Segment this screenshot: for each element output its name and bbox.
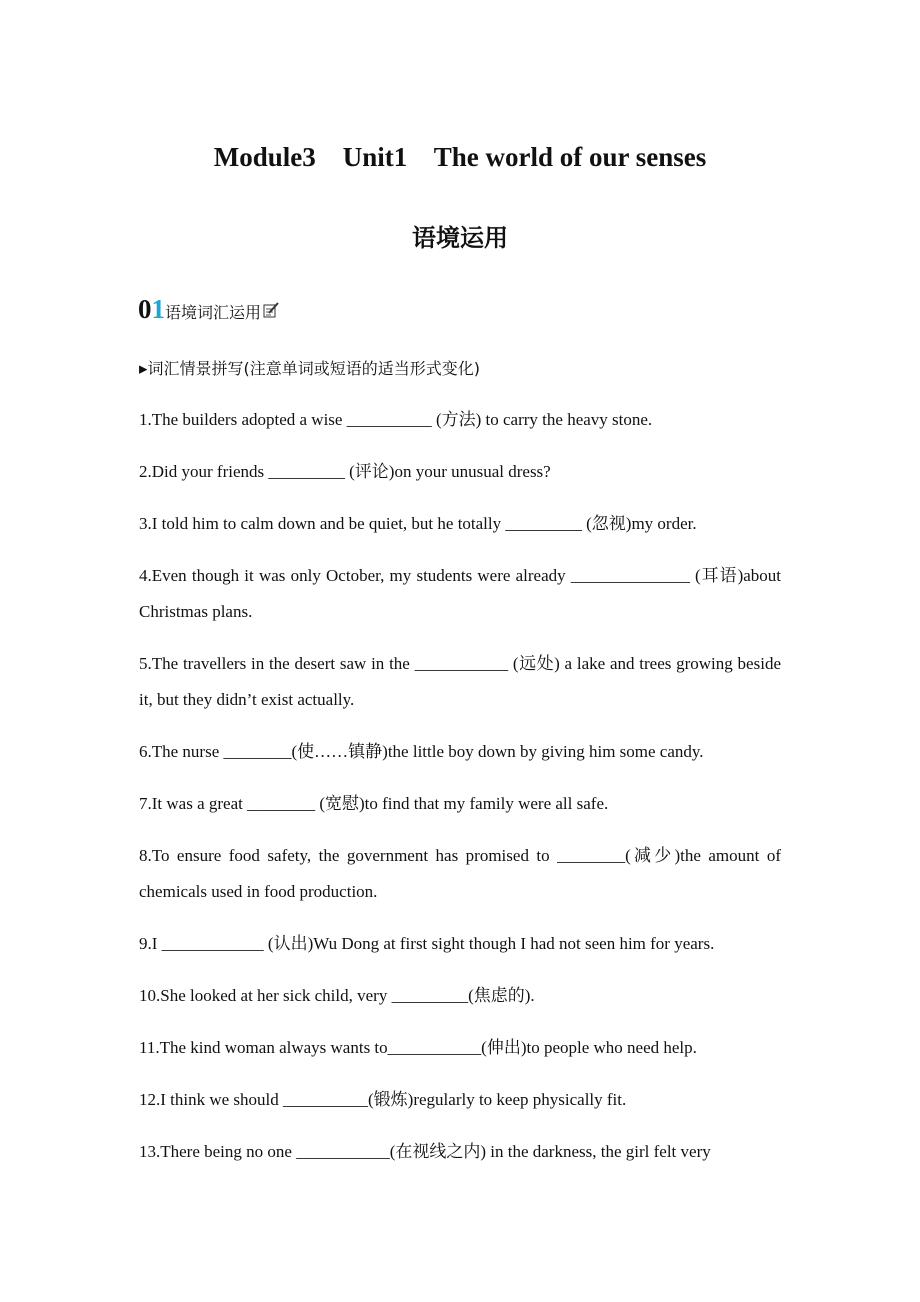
exercise-item: 7.It was a great ________ (宽慰)to find that my family were all safe. — [139, 794, 609, 813]
section-number-0: 0 — [138, 294, 152, 324]
exercise-item: 6.The nurse ________(使……镇静)the little boy down by giving him some candy. — [139, 742, 704, 761]
section-number-1: 1 — [151, 294, 165, 324]
triangle-bullet-icon: ▸ — [139, 359, 148, 378]
section-label: 语境词汇运用 — [165, 303, 262, 322]
exercise-item: 12.I think we should __________(锻炼)regularly to keep physically fit. — [139, 1090, 627, 1109]
exercise-item: 10.She looked at her sick child, very _________(焦虑的). — [139, 986, 535, 1005]
exercise-list — [139, 402, 781, 1186]
page-title: Module3 Unit1 The world of our senses — [213, 142, 707, 172]
exercise-item: 11.The kind woman always wants to___________(伸出)to people who need help. — [139, 1038, 697, 1057]
section-heading — [138, 294, 279, 325]
notepad-pencil-icon — [263, 302, 279, 318]
instruction — [139, 356, 480, 379]
exercise-item: 2.Did your friends _________ (评论)on your unusual dress? — [139, 462, 551, 481]
page-subtitle: 语境运用 — [412, 224, 508, 252]
exercise-item: 1.The builders adopted a wise __________ (方法) to carry the heavy stone. — [139, 410, 653, 429]
exercise-item: 5.The travellers in the desert saw in the ___________ (远处) a lake and trees growing beside it, but they didn’t exist actually. — [139, 654, 781, 709]
exercise-item: 3.I told him to calm down and be quiet, but he totally _________ (忽视)my order. — [139, 514, 697, 533]
exercise-item: 4.Even though it was only October, my students were already ______________ (耳语)about Christmas plans. — [139, 566, 781, 621]
exercise-item: 9.I ____________ (认出)Wu Dong at first sight though I had not seen him for years. — [139, 934, 715, 953]
exercise-item: 13.There being no one ___________(在视线之内) in the darkness, the girl felt very — [139, 1142, 711, 1161]
instruction-text: 词汇情景拼写(注意单词或短语的适当形式变化) — [147, 359, 481, 378]
exercise-item: 8.To ensure food safety, the government has promised to ________(减少)the amount of chemicals used in food production. — [139, 846, 781, 901]
